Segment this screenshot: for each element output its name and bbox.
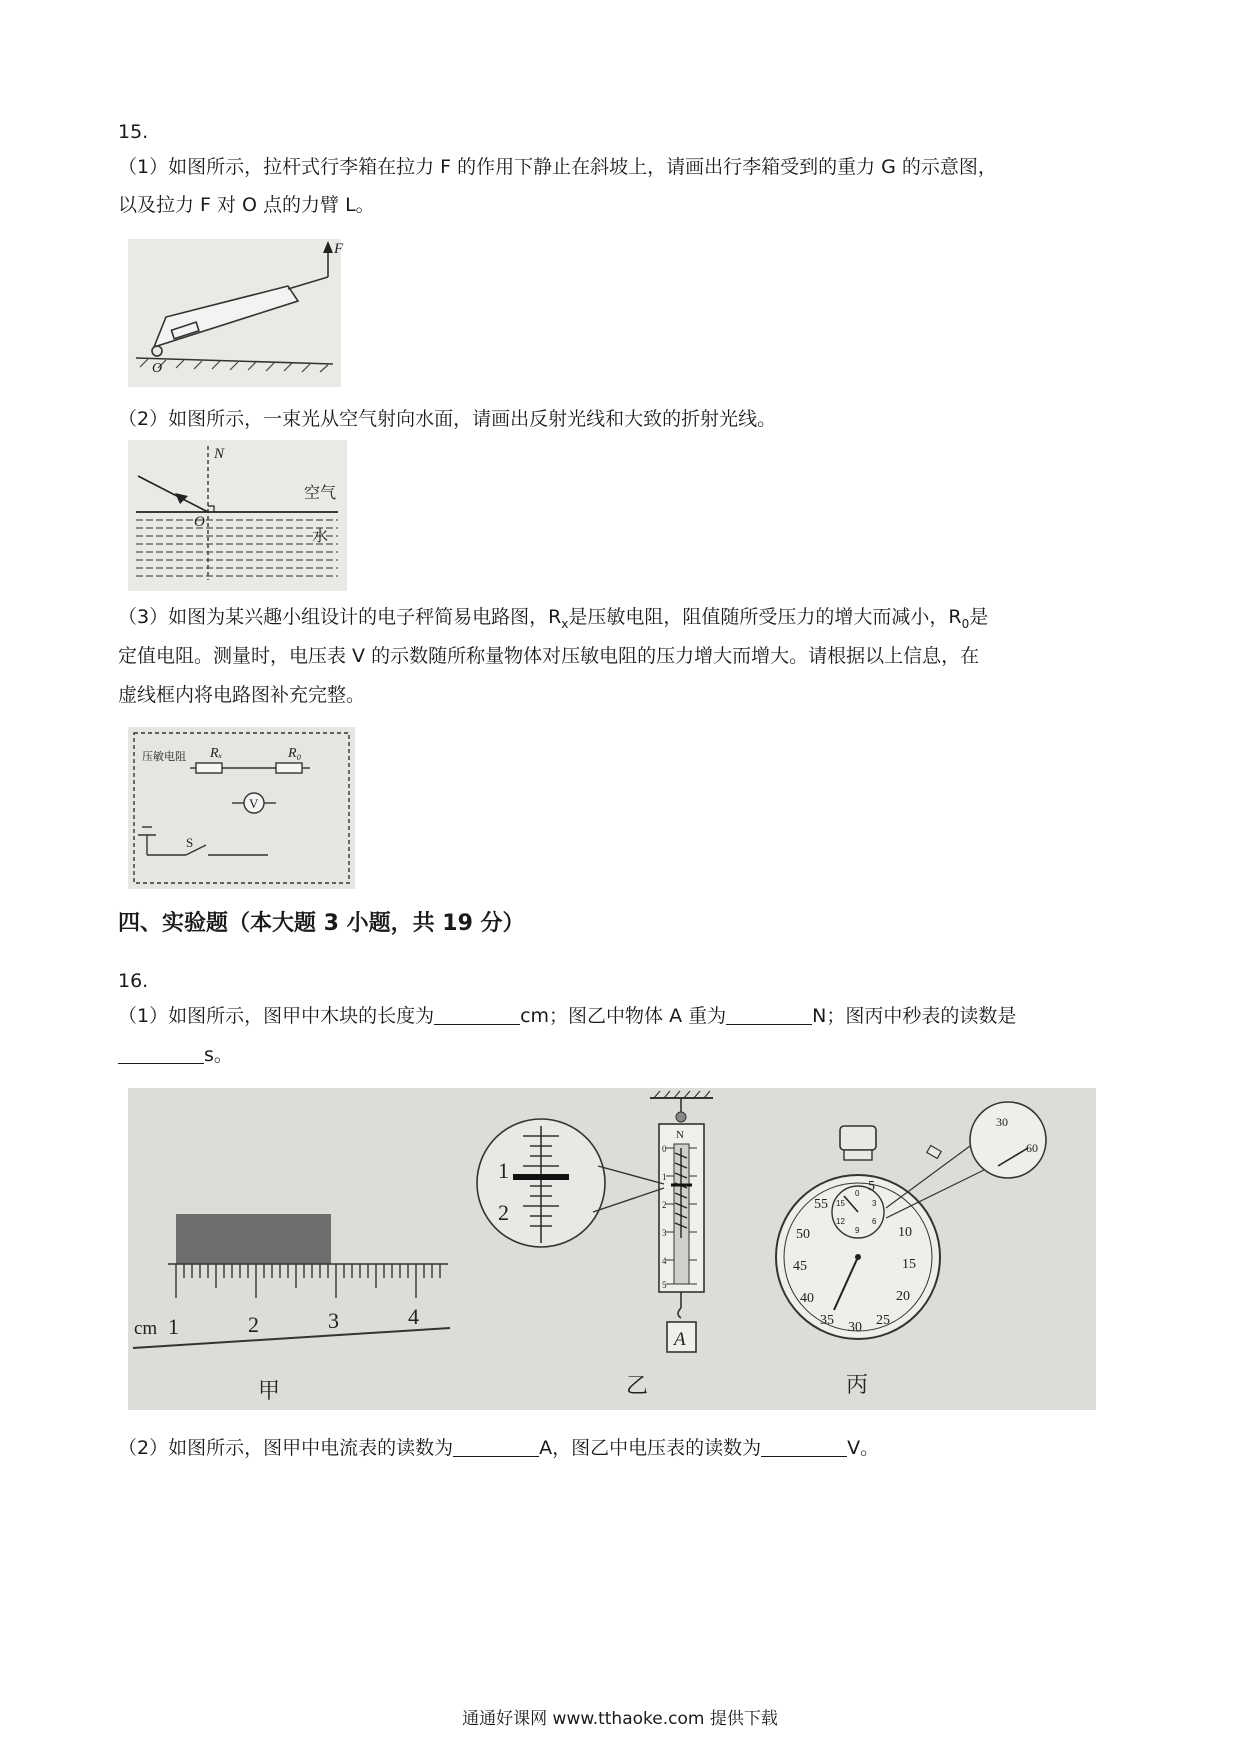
dial-35: 35	[820, 1313, 834, 1328]
pivot-O-label: O	[152, 361, 163, 376]
water-label: 水	[312, 526, 329, 545]
small-dial-12: 12	[836, 1217, 845, 1226]
q16-part1-line1: （1）如图所示，图甲中木块的长度为 cm；图乙中物体 A 重为 N；图丙中秒表的读数是	[118, 1005, 1017, 1027]
dial-10: 10	[898, 1225, 912, 1240]
wood-block	[176, 1214, 331, 1264]
zoom-tick-1: 1	[498, 1158, 509, 1183]
question-15-number: 15.	[118, 121, 149, 143]
spring-tick-0: 0	[662, 1144, 667, 1154]
ruler-tick-4: 4	[408, 1304, 419, 1329]
small-dial-3: 3	[872, 1199, 877, 1208]
answer-blank-stopwatch[interactable]	[118, 1045, 204, 1064]
voltmeter-V-label: V	[249, 796, 259, 811]
R0-label: R₀	[288, 746, 302, 761]
figure-jia-label: 甲	[258, 1379, 281, 1404]
ruler-unit-label: cm	[134, 1318, 158, 1339]
suitcase-slope-figure	[128, 239, 344, 387]
figure-yi-label: 乙	[626, 1374, 649, 1399]
zoom-tick-2: 2	[498, 1200, 509, 1225]
q15-part3-line2: 定值电阻。测量时，电压表 V 的示数随所称量物体对压敏电阻的压力增大而增大。请根据以上信息，在	[118, 645, 980, 667]
small-dial-6: 6	[872, 1217, 877, 1226]
dial-50: 50	[796, 1227, 810, 1242]
q16-part1-line2: s。	[118, 1041, 233, 1069]
ruler-tick-2: 2	[248, 1312, 259, 1337]
measurement-instruments-figure	[128, 1088, 1096, 1410]
Rx-label: Rₓ	[210, 746, 223, 761]
spring-scale-unit: N	[676, 1129, 684, 1141]
dial-30: 30	[848, 1320, 862, 1335]
normal-N-label: N	[214, 446, 225, 462]
circuit-figure	[128, 727, 355, 889]
force-F-label: F	[334, 241, 344, 257]
dial-55: 55	[814, 1197, 828, 1212]
q15-part3-line3: 虚线框内将电路图补充完整。	[118, 684, 366, 706]
small-dial-9: 9	[855, 1226, 860, 1235]
air-label: 空气	[304, 483, 337, 502]
dial-45: 45	[793, 1259, 807, 1274]
answer-blank-current[interactable]	[453, 1438, 539, 1457]
q15-part2: （2）如图所示，一束光从空气射向水面，请画出反射光线和大致的折射光线。	[118, 408, 777, 430]
dial-5: 5	[868, 1179, 875, 1194]
figure-bing-label: 丙	[846, 1373, 869, 1398]
question-16-number: 16.	[118, 970, 149, 992]
q15-part1-line2: 以及拉力 F 对 O 点的力臂 L。	[118, 194, 375, 216]
dial-15: 15	[902, 1257, 916, 1272]
incidence-point-O-label: O	[194, 514, 205, 530]
q15-part1-line1: （1）如图所示，拉杆式行李箱在拉力 F 的作用下静止在斜坡上，请画出行李箱受到的重力 G 的示意图，	[118, 156, 997, 178]
dial-40: 40	[800, 1291, 814, 1306]
dial-20: 20	[896, 1289, 910, 1304]
ruler-tick-1: 1	[168, 1314, 179, 1339]
section-4-title: 四、实验题（本大题 3 小题，共 19 分）	[118, 911, 525, 936]
spring-tick-2: 2	[662, 1200, 667, 1210]
small-dial-0: 0	[855, 1189, 860, 1198]
ruler-tick-3: 3	[328, 1308, 339, 1333]
answer-blank-voltage[interactable]	[761, 1438, 847, 1457]
dial-25: 25	[876, 1313, 890, 1328]
light-refraction-figure	[128, 440, 347, 591]
spring-tick-4: 4	[662, 1256, 667, 1266]
page-footer: 通通好课网 www.tthaoke.com 提供下载	[462, 1709, 778, 1729]
spring-tick-3: 3	[662, 1228, 667, 1238]
small-dial-15: 15	[836, 1199, 845, 1208]
answer-blank-weight[interactable]	[726, 1006, 812, 1025]
q15-part3-line1: （3）如图为某兴趣小组设计的电子秤简易电路图，$R_x$是压敏电阻，阻值随所受压力的增大而减小，$R_0$是	[118, 606, 989, 631]
answer-blank-length[interactable]	[434, 1006, 520, 1025]
switch-S-label: S	[186, 835, 194, 850]
zoom-dial-60: 60	[1026, 1141, 1038, 1155]
q16-part2: （2）如图所示，图甲中电流表的读数为 A，图乙中电压表的读数为 V。	[118, 1437, 880, 1459]
object-A-label: A	[674, 1329, 686, 1350]
zoom-dial-30: 30	[996, 1115, 1008, 1129]
spring-tick-5: 5	[662, 1280, 667, 1290]
spring-tick-1: 1	[662, 1172, 667, 1182]
pressure-resistor-label: 压敏电阻	[142, 750, 186, 763]
